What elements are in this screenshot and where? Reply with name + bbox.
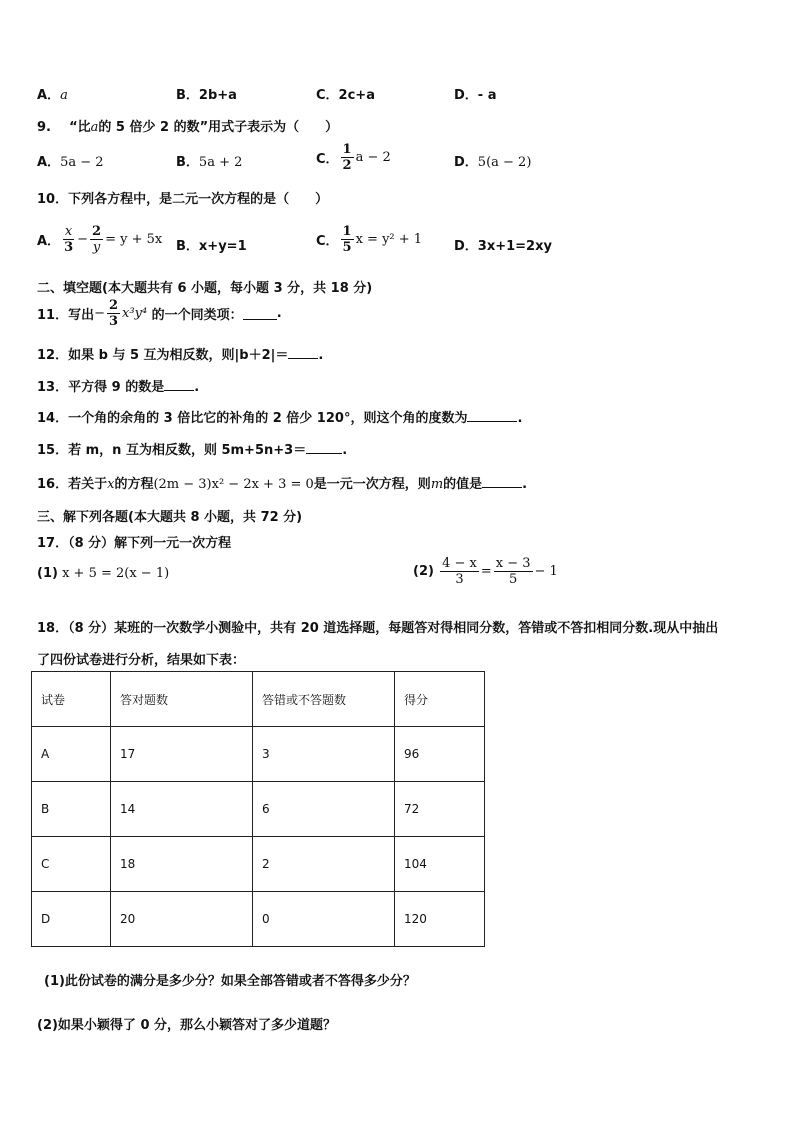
table-cell: 96 [395, 727, 485, 782]
q9-option-c: C． $\frac{1}{2}$ a − 2 [316, 142, 391, 173]
table-cell: B [32, 782, 111, 837]
table-cell: 17 [111, 727, 253, 782]
table-row [32, 782, 485, 837]
q11: 11．写出− $\frac{2}{3}$ x³y⁴ 的一个同类项： . [37, 298, 282, 329]
section2-title: 二、填空题(本大题共有 6 小题，每小题 3 分，共 18 分) [37, 281, 373, 296]
table-cell: A [32, 727, 111, 782]
q15-answer-blank[interactable] [306, 441, 342, 454]
q10-option-b: B．x+y=1 [176, 239, 247, 254]
q13: 13．平方得 9 的数是 . [37, 380, 200, 395]
table-header-cell: 试卷 [32, 672, 111, 727]
q10-option-a: A． $\frac{x}{3}$ − $\frac{2}{y}$ = y + 5x [37, 224, 163, 255]
q17-stem: 17．（8 分）解下列一元一次方程 [37, 536, 232, 551]
table-row [32, 892, 485, 947]
q8-option-c: C．2c+a [316, 88, 375, 103]
q10-option-d: D．3x+1=2xy [454, 239, 552, 254]
table-cell: 18 [111, 837, 253, 892]
q14: 14．一个角的余角的 3 倍比它的补角的 2 倍少 120°，则这个角的度数为 . [37, 411, 523, 426]
table-header-cell: 答错或不答题数 [253, 672, 395, 727]
table-header-row [32, 672, 485, 727]
table-cell: 3 [253, 727, 395, 782]
table-cell: 20 [111, 892, 253, 947]
q8-option-a: A．a [37, 88, 68, 103]
q12-answer-blank[interactable] [288, 346, 318, 359]
q8-option-d: D．- a [454, 88, 497, 103]
q9-stem: 9. “比a的 5 倍少 2 的数”用式子表示为（ ） [37, 120, 339, 135]
q9-option-a: A．5a − 2 [37, 155, 104, 170]
table-cell: D [32, 892, 111, 947]
q18-sub2: (2)如果小颖得了 0 分，那么小颖答对了多少道题？ [37, 1018, 337, 1033]
table-cell: 0 [253, 892, 395, 947]
q17-part2: (2) $\frac{4 - x}{3}$ = $\frac{x - 3}{5}$ − 1 [413, 556, 558, 587]
q10-option-c: C． $\frac{1}{5}$ x = y² + 1 [316, 224, 423, 255]
table-cell: 6 [253, 782, 395, 837]
q14-answer-blank[interactable] [467, 409, 517, 422]
q17-part1: (1) x + 5 = 2(x − 1) [37, 566, 170, 581]
table-cell: 72 [395, 782, 485, 837]
q9-option-b: B．5a + 2 [176, 155, 243, 170]
score-table [31, 671, 485, 947]
q10-stem: 10．下列各方程中，是二元一次方程的是（ ） [37, 192, 329, 207]
table-cell: 14 [111, 782, 253, 837]
table-row [32, 837, 485, 892]
table-cell: 104 [395, 837, 485, 892]
table-header-cell: 得分 [395, 672, 485, 727]
q18-sub1: (1)此份试卷的满分是多少分？如果全部答错或者不答得多少分？ [44, 974, 416, 989]
q18-stem-line2: 了四份试卷进行分析，结果如下表： [37, 653, 246, 668]
q11-answer-blank[interactable] [243, 307, 277, 320]
table-cell: 120 [395, 892, 485, 947]
section3-title: 三、解下列各题(本大题共 8 小题，共 72 分) [37, 510, 303, 525]
table-cell: C [32, 837, 111, 892]
q12: 12．如果 b 与 5 互为相反数，则|b＋2|＝ . [37, 348, 324, 363]
q15: 15．若 m，n 互为相反数，则 5m+5n+3＝ . [37, 443, 348, 458]
q18-stem-line1: 18．（8 分）某班的一次数学小测验中，共有 20 道选择题，每题答对得相同分数，答错或不答扣相同分数.现从中抽出 [37, 621, 719, 636]
q16: 16．若关于x的方程(2m − 3)x² − 2x + 3 = 0是一元一次方程，则m的值是 . [37, 477, 528, 492]
q16-answer-blank[interactable] [482, 475, 522, 488]
q13-answer-blank[interactable] [164, 378, 194, 391]
q8-option-b: B．2b+a [176, 88, 237, 103]
table-cell: 2 [253, 837, 395, 892]
table-row [32, 727, 485, 782]
q9-option-d: D．5(a − 2) [454, 155, 532, 170]
table-header-cell: 答对题数 [111, 672, 253, 727]
